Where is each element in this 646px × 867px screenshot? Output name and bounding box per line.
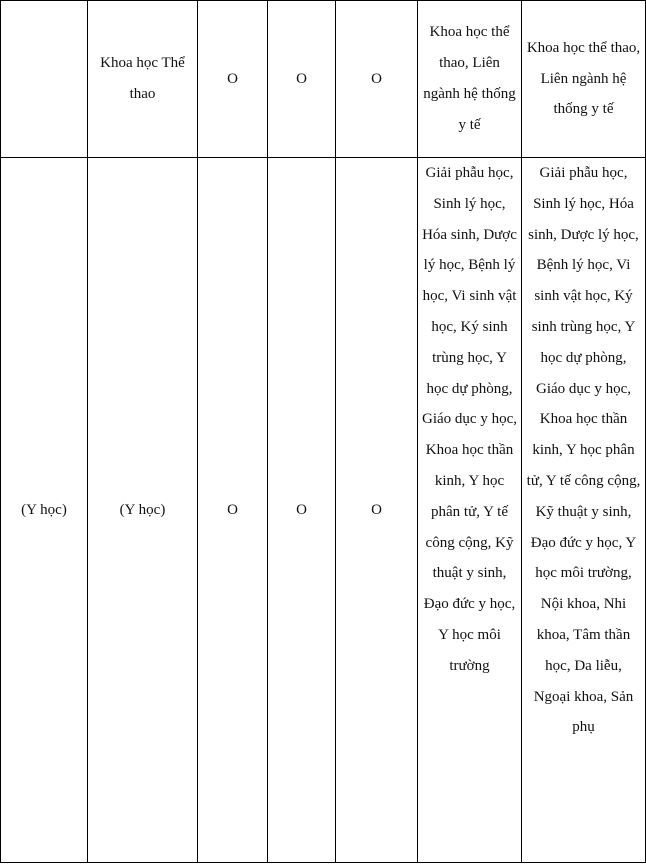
cell-text: Giải phẫu học, Sinh lý học, Hóa sinh, Dược lý học, Bệnh lý học, Vi sinh vật học, Ký sinh trùng học, Y học dự phòng, Giáo dục y học, Khoa học thần kinh, Y học phân tử, Y tế công cộng, Kỹ thuật y sinh, Đạo đức y học, Y học môi trường xyxy=(422,165,517,674)
cell-text: O xyxy=(371,70,382,87)
cell-text: O xyxy=(227,70,238,87)
cell-text: (Y học) xyxy=(119,501,166,518)
table-cell xyxy=(418,1,522,158)
table-cell xyxy=(268,1,336,158)
table-cell xyxy=(88,1,198,158)
table-cell xyxy=(522,158,646,863)
table-cell xyxy=(522,1,646,158)
table-cell xyxy=(198,158,268,863)
cell-text: O xyxy=(296,501,307,518)
table-cell xyxy=(268,158,336,863)
table-cell xyxy=(1,158,88,863)
cell-text: O xyxy=(296,70,307,87)
cell-text: O xyxy=(227,501,238,518)
table-cell xyxy=(336,1,418,158)
cell-text: Khoa học thể thao, Liên ngành hệ thống y tế xyxy=(423,24,516,133)
cell-text: (Y học) xyxy=(21,501,67,518)
table-cell xyxy=(198,1,268,158)
cell-text: Giải phẫu học, Sinh lý học, Hóa sinh, Dược lý học, Bệnh lý học, Vi sinh vật học, Ký sinh trùng học, Y học dự phòng, Giáo dục y học, Khoa học thần kinh, Y học phân tử, Y tế công cộng, Kỹ thuật y sinh, Đạo đức y học, Y học môi trường, Nội khoa, Nhi khoa, Tâm thần học, Da liễu, Ngoại khoa, Sản phụ xyxy=(526,165,641,736)
table-cell xyxy=(418,158,522,863)
table-row xyxy=(1,158,646,863)
cell-text: Khoa học thể thao, Liên ngành hệ thống y tế xyxy=(526,39,641,118)
table-cell xyxy=(1,1,88,158)
table-cell xyxy=(88,158,198,863)
table-cell xyxy=(336,158,418,863)
cell-text: Khoa học Thể thao xyxy=(100,55,185,102)
cell-text: O xyxy=(371,501,382,518)
table-row xyxy=(1,1,646,158)
